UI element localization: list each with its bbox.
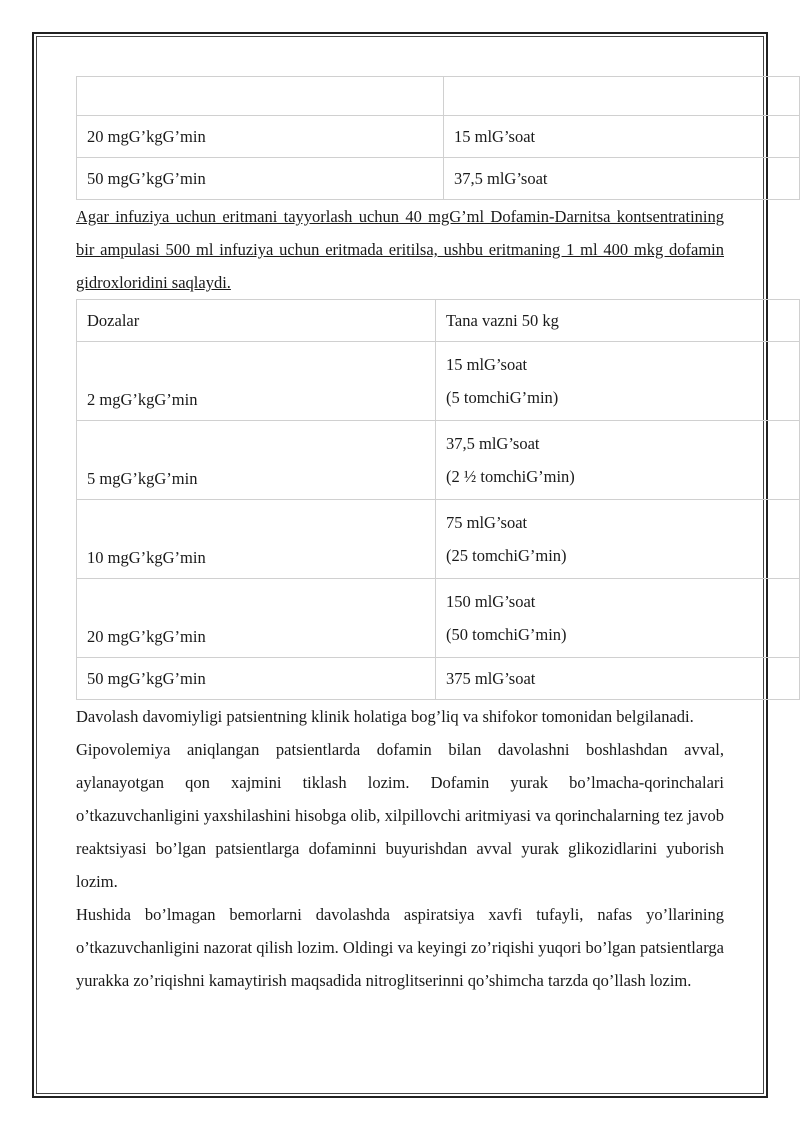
rate-value: 37,5 mlG’soat [446, 434, 540, 453]
table-header-row [77, 300, 800, 342]
header-cell-doses: Dozalar [77, 300, 436, 342]
dose-cell: 10 mgG’kgG’min [77, 500, 436, 579]
underlined-note: Agar infuziya uchun eritmani tayyorlash uchun 40 mgG’ml Dofamin-Darnitsa kontsentratining bir ampulasi 500 ml infuziya uchun eritmada eritilsa, ushbu eritmaning 1 ml 400 mkg dofamin gidroxloridini saqlaydi. [76, 207, 724, 292]
rate-cell [436, 342, 800, 421]
dose-cell: 20 mgG’kgG’min [77, 579, 436, 658]
table-cell: 20 mgG’kgG’min [77, 116, 444, 158]
table-row [77, 158, 800, 200]
table-row [77, 500, 800, 579]
dose-cell: 5 mgG’kgG’min [77, 421, 436, 500]
rate-value: 15 mlG’soat [446, 355, 528, 374]
rate-cell: 375 mlG’soat [436, 658, 800, 700]
drops-value: (25 tomchiG’min) [446, 546, 567, 565]
dose-cell: 2 mgG’kgG’min [77, 342, 436, 421]
header-cell-weight: Tana vazni 50 kg [436, 300, 800, 342]
table-cell: 37,5 mlG’soat [444, 158, 800, 200]
table-cell [77, 77, 444, 116]
table-row [77, 342, 800, 421]
table-row [77, 421, 800, 500]
dose-table-main [76, 299, 800, 700]
paragraph-duration: Davolash davomiyligi patsientning klinik holatiga bog’liq va shifokor tomonidan belgilanadi. [76, 707, 694, 726]
dose-table-top [76, 76, 800, 200]
dose-cell: 50 mgG’kgG’min [77, 658, 436, 700]
table-row [77, 658, 800, 700]
paragraph-hypovolemia: Gipovolemiya aniqlangan patsientlarda dofamin bilan davolashni boshlashdan avval, aylanayotgan qon xajmini tiklash lozim. Dofamin yurak bo’lmacha-qorinchalari o’tkazuvchanligini yaxshilashini hisobga olib, xilpillovchi aritmiyasi va qorinchalarning tez javob reaktsiyasi bo’lgan patsientlarga dofaminni buyurishdan avval yurak glikozidlarini yuborish lozim. [76, 740, 724, 891]
rate-cell [436, 421, 800, 500]
page-content [76, 76, 724, 997]
paragraph-unconscious: Hushida bo’lmagan bemorlarni davolashda aspiratsiya xavfi tufayli, nafas yo’llarining o’tkazuvchanligini nazorat qilish lozim. Oldingi va keyingi zo’riqishi yuqori bo’lgan patsientlarga yurakka zo’riqishni kamaytirish maqsadida nitroglitserinni qo’shimcha tarzda qo’llash lozim. [76, 905, 724, 990]
rate-cell [436, 500, 800, 579]
table-cell [444, 77, 800, 116]
rate-value: 150 mlG’soat [446, 592, 536, 611]
drops-value: (5 tomchiG’min) [446, 388, 559, 407]
drops-value: (50 tomchiG’min) [446, 625, 567, 644]
drops-value: (2 ½ tomchiG’min) [446, 467, 575, 486]
table-cell: 50 mgG’kgG’min [77, 158, 444, 200]
table-row [77, 77, 800, 116]
rate-cell [436, 579, 800, 658]
table-row [77, 116, 800, 158]
table-row [77, 579, 800, 658]
table-cell: 15 mlG’soat [444, 116, 800, 158]
rate-value: 75 mlG’soat [446, 513, 528, 532]
